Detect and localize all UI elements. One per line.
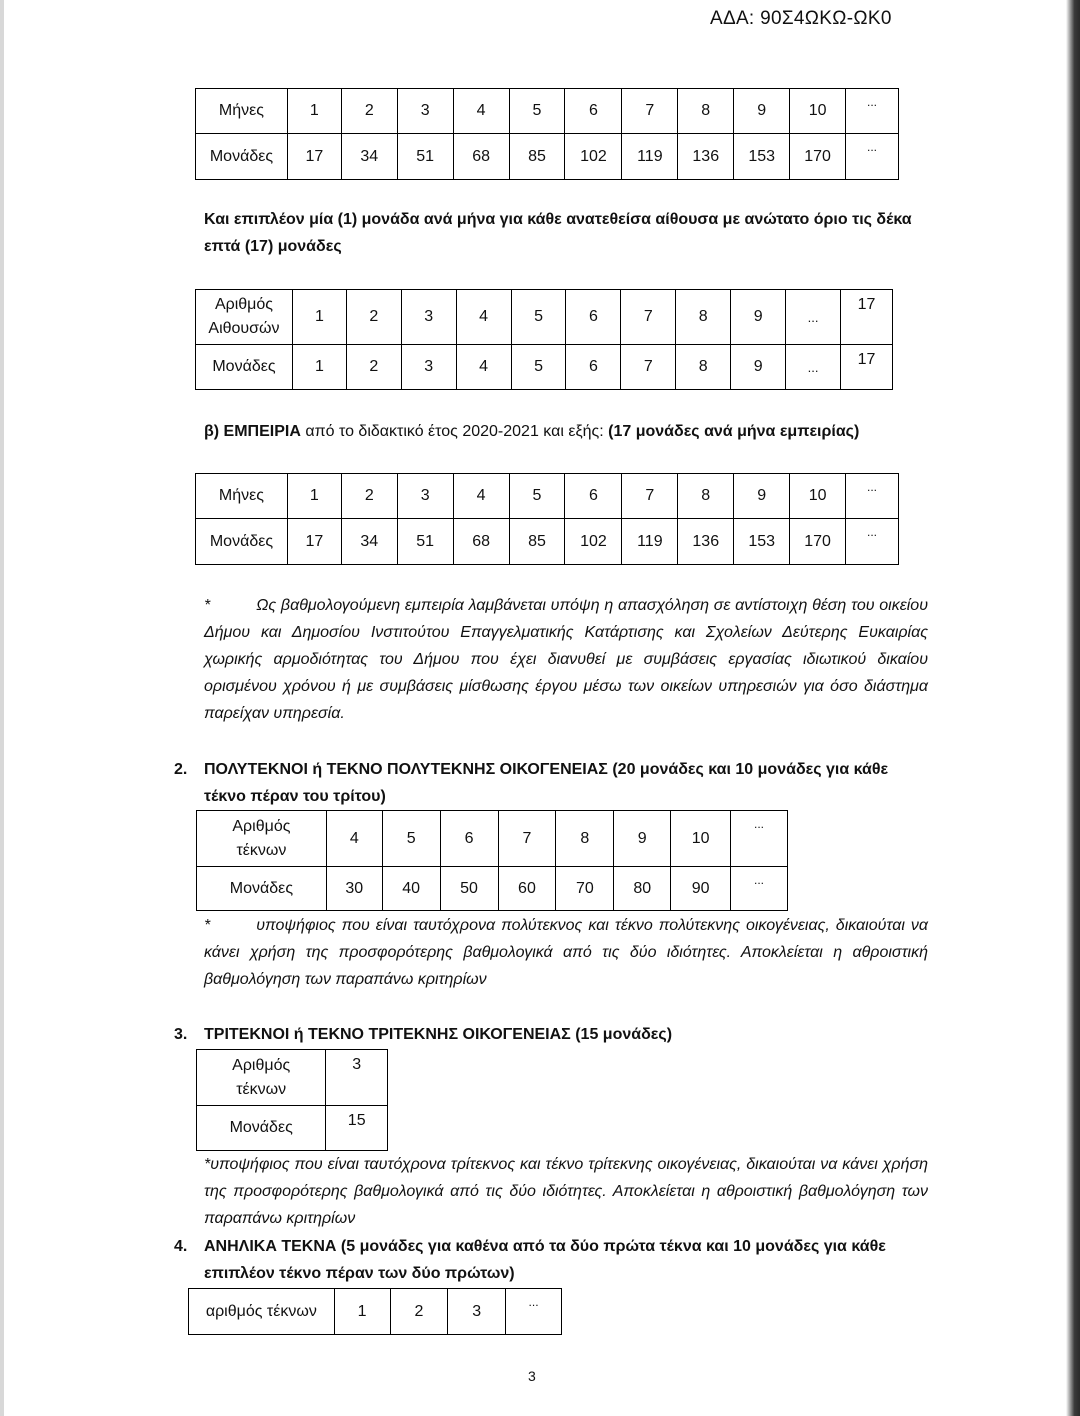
table-cell: 9 xyxy=(614,811,671,867)
page-right-shadow xyxy=(1066,0,1080,1416)
table-row xyxy=(196,345,893,390)
table-row xyxy=(196,89,899,134)
note-asterisk: * xyxy=(204,597,211,614)
table-cell: Μονάδες xyxy=(196,345,293,390)
table-cell: 6 xyxy=(440,811,498,867)
table-cell: 102 xyxy=(565,519,622,565)
table-row xyxy=(196,290,893,345)
table-cell: 153 xyxy=(734,519,790,565)
section-b-label: β) ΕΜΠΕΙΡΙΑ xyxy=(204,423,301,440)
table-cell: 90 xyxy=(671,867,731,911)
table-header-cell xyxy=(197,811,327,867)
section-number: 2. xyxy=(174,761,188,778)
table-cell: 2 xyxy=(346,345,401,390)
table-cell: 7 xyxy=(622,474,678,519)
table-cell: 5 xyxy=(511,345,566,390)
table-cell: 170 xyxy=(790,134,846,180)
table-cell: 51 xyxy=(397,134,453,180)
table-cell: 8 xyxy=(678,89,734,134)
section-b-text: από το διδακτικό έτος 2020-2021 και εξής: xyxy=(300,423,609,440)
table-cell: 6 xyxy=(565,474,622,519)
section-title: ΑΝΗΛΙΚΑ ΤΕΚΝΑ (5 μονάδες για καθένα από τα δύο πρώτα τέκνα και 10 μονάδες για κάθε επιπλέον τέκνο πέραν των δύο πρώτων) xyxy=(204,1238,886,1282)
table-cell: 136 xyxy=(678,134,734,180)
table-cell: Μονάδες xyxy=(197,1106,326,1151)
table-cell: 70 xyxy=(556,867,614,911)
table-cell: 5 xyxy=(509,474,565,519)
table-cell: 1 xyxy=(292,290,346,345)
table-cell: 2 xyxy=(341,474,397,519)
table-cell: 3 xyxy=(397,89,453,134)
table-cell: ... xyxy=(846,519,899,565)
section-title: ΠΟΛΥΤΕΚΝΟΙ ή ΤΕΚΝΟ ΠΟΛΥΤΕΚΝΗΣ ΟΙΚΟΓΕΝΕΙΑΣ (20 μονάδες και 10 μονάδες για κάθε τέκνο πέραν του τρίτου) xyxy=(204,761,889,805)
table-row xyxy=(197,1106,388,1151)
section-b-heading xyxy=(204,418,944,445)
table-cell: 8 xyxy=(676,345,731,390)
table-cell: 2 xyxy=(346,290,401,345)
table-cell: 10 xyxy=(790,89,846,134)
three-children-table xyxy=(196,1049,388,1151)
header-line: τέκνων xyxy=(236,841,287,859)
table-cell: 9 xyxy=(734,89,790,134)
table-cell: 9 xyxy=(734,474,790,519)
header-line: Αριθμός xyxy=(232,817,291,835)
table-cell: 80 xyxy=(614,867,671,911)
large-family-table xyxy=(196,810,788,911)
table-cell: 4 xyxy=(326,811,382,867)
table-cell: 8 xyxy=(676,290,731,345)
table-cell: 3 xyxy=(448,1289,506,1335)
table-cell: 10 xyxy=(671,811,731,867)
note-text: Ως βαθμολογούμενη εμπειρία λαμβάνεται υπόψη η απασχόληση σε αντίστοιχη θέση του οικείου Δήμου και Δημοσίου Ινστιτούτου Επαγγελματικής Κατάρτισης και Σχολείων Δεύτερης Ευκαιρίας χωρικής αρμοδιότητας του Δήμου που έχει διανυθεί με συμβάσεις εργασίας ιδιωτικού δικαίου ορισμένου χρόνου ή με συμβάσεις μίσθωσης έργου μέσω των οικείων υπηρεσιών για όσο διάστημα παρείχαν υπηρεσία. xyxy=(204,597,928,722)
page-left-edge xyxy=(0,0,4,1416)
table-cell: 119 xyxy=(622,519,678,565)
table-cell: 102 xyxy=(565,134,622,180)
table-cell: 68 xyxy=(453,519,509,565)
table-cell: 9 xyxy=(731,290,786,345)
table-cell: 2 xyxy=(341,89,397,134)
table-cell: 30 xyxy=(326,867,382,911)
table-cell: ... xyxy=(786,290,841,345)
table-cell: 17 xyxy=(841,345,893,390)
table-cell: 1 xyxy=(334,1289,390,1335)
table-cell: Μονάδες xyxy=(196,134,288,180)
experience-note xyxy=(204,592,928,727)
note-text: υποψήφιος που είναι ταυτόχρονα πολύτεκνος και τέκνο πολύτεκνης οικογένειας, δικαιούται να κάνει χρήση της προσφορότερης βαθμολογικά από τις δύο ιδιότητες. Αποκλείεται η αθροιστική βαθμολόγηση των παραπάνω κριτηρίων xyxy=(204,917,928,988)
minor-children-table xyxy=(188,1288,562,1335)
table-cell: ... xyxy=(506,1289,562,1335)
table-cell: 119 xyxy=(622,134,678,180)
table-cell: 3 xyxy=(326,1050,388,1106)
table-cell: 7 xyxy=(621,345,676,390)
table-cell: 7 xyxy=(621,290,676,345)
header-line: τέκνων xyxy=(236,1080,287,1098)
table-row xyxy=(197,811,788,867)
table-cell: 5 xyxy=(382,811,440,867)
table-cell: 5 xyxy=(511,290,566,345)
table-cell: Μήνες xyxy=(196,474,288,519)
table-cell: 60 xyxy=(498,867,556,911)
table-cell: 34 xyxy=(341,134,397,180)
header-line: Αιθουσών xyxy=(208,320,280,337)
table-row xyxy=(196,474,899,519)
note-asterisk: * xyxy=(204,917,211,934)
table-cell: 4 xyxy=(456,345,511,390)
table-cell: 4 xyxy=(453,474,509,519)
table-cell: Μονάδες xyxy=(197,867,327,911)
table-cell: Μονάδες xyxy=(196,519,288,565)
table-row xyxy=(196,519,899,565)
table-cell: 6 xyxy=(566,290,621,345)
table-row xyxy=(197,1050,388,1106)
table-cell: 9 xyxy=(731,345,786,390)
table-cell: ... xyxy=(731,811,788,867)
table-cell: 85 xyxy=(509,134,565,180)
three-children-note: *υποψήφιος που είναι ταυτόχρονα τρίτεκνος και τέκνο τρίτεκνης οικογένειας, δικαιούται να κάνει χρήση της προσφορότερης βαθμολογικά από τις δύο ιδιότητες. Αποκλείεται η αθροιστική βαθμολόγηση των παραπάνω κριτηρίων xyxy=(204,1156,928,1227)
table-cell: αριθμός τέκνων xyxy=(189,1289,335,1335)
table-cell: 4 xyxy=(453,89,509,134)
table-row xyxy=(189,1289,562,1335)
table-row xyxy=(196,134,899,180)
table-cell: 34 xyxy=(341,519,397,565)
table-cell: 85 xyxy=(509,519,565,565)
table-cell: 3 xyxy=(401,290,456,345)
table-cell: 50 xyxy=(440,867,498,911)
table-cell: 170 xyxy=(790,519,846,565)
table-cell: 2 xyxy=(390,1289,448,1335)
table-cell: ... xyxy=(846,89,899,134)
table-cell: 3 xyxy=(401,345,456,390)
table-cell: ... xyxy=(731,867,788,911)
section-number: 4. xyxy=(174,1238,188,1255)
table-cell: 8 xyxy=(556,811,614,867)
table-cell: 15 xyxy=(326,1106,388,1151)
table-cell: 7 xyxy=(498,811,556,867)
rooms-points-table xyxy=(195,289,893,390)
table-cell: 40 xyxy=(382,867,440,911)
ada-code: ΑΔΑ: 90Σ4ΩΚΩ-ΩΚ0 xyxy=(710,8,892,29)
table-cell: Μήνες xyxy=(196,89,288,134)
table-cell: 4 xyxy=(456,290,511,345)
table-header-cell xyxy=(196,290,293,345)
table-cell: 6 xyxy=(565,89,622,134)
table-cell: 1 xyxy=(292,345,346,390)
section-title: ΤΡΙΤΕΚΝΟΙ ή ΤΕΚΝΟ ΤΡΙΤΕΚΝΗΣ ΟΙΚΟΓΕΝΕΙΑΣ (15 μονάδες) xyxy=(204,1026,673,1043)
rooms-paragraph: Και επιπλέον μία (1) μονάδα ανά μήνα για κάθε ανατεθείσα αίθουσα με ανώτατο όριο τις δέκα επτά (17) μονάδες xyxy=(204,211,912,255)
table-cell: 136 xyxy=(678,519,734,565)
table-cell: 17 xyxy=(841,290,893,345)
table-cell: 17 xyxy=(287,134,341,180)
header-line: Αριθμός xyxy=(232,1056,291,1074)
table-cell: 153 xyxy=(734,134,790,180)
table-cell: 68 xyxy=(453,134,509,180)
table-cell: 51 xyxy=(397,519,453,565)
header-line: Αριθμός xyxy=(214,296,273,313)
table-header-cell xyxy=(197,1050,326,1106)
table-cell: ... xyxy=(846,474,899,519)
months-points-table-2 xyxy=(195,473,899,565)
months-points-table-1 xyxy=(195,88,899,180)
table-row xyxy=(197,867,788,911)
section-number: 3. xyxy=(174,1026,188,1043)
section-b-points: (17 μονάδες ανά μήνα εμπειρίας) xyxy=(608,423,860,440)
table-cell: 17 xyxy=(287,519,341,565)
table-cell: ... xyxy=(786,345,841,390)
page-number: 3 xyxy=(528,1368,536,1384)
large-family-note xyxy=(204,912,928,993)
table-cell: 1 xyxy=(287,89,341,134)
table-cell: 1 xyxy=(287,474,341,519)
table-cell: ... xyxy=(846,134,899,180)
table-cell: 5 xyxy=(509,89,565,134)
table-cell: 8 xyxy=(678,474,734,519)
table-cell: 6 xyxy=(566,345,621,390)
table-cell: 10 xyxy=(790,474,846,519)
table-cell: 3 xyxy=(397,474,453,519)
table-cell: 7 xyxy=(622,89,678,134)
